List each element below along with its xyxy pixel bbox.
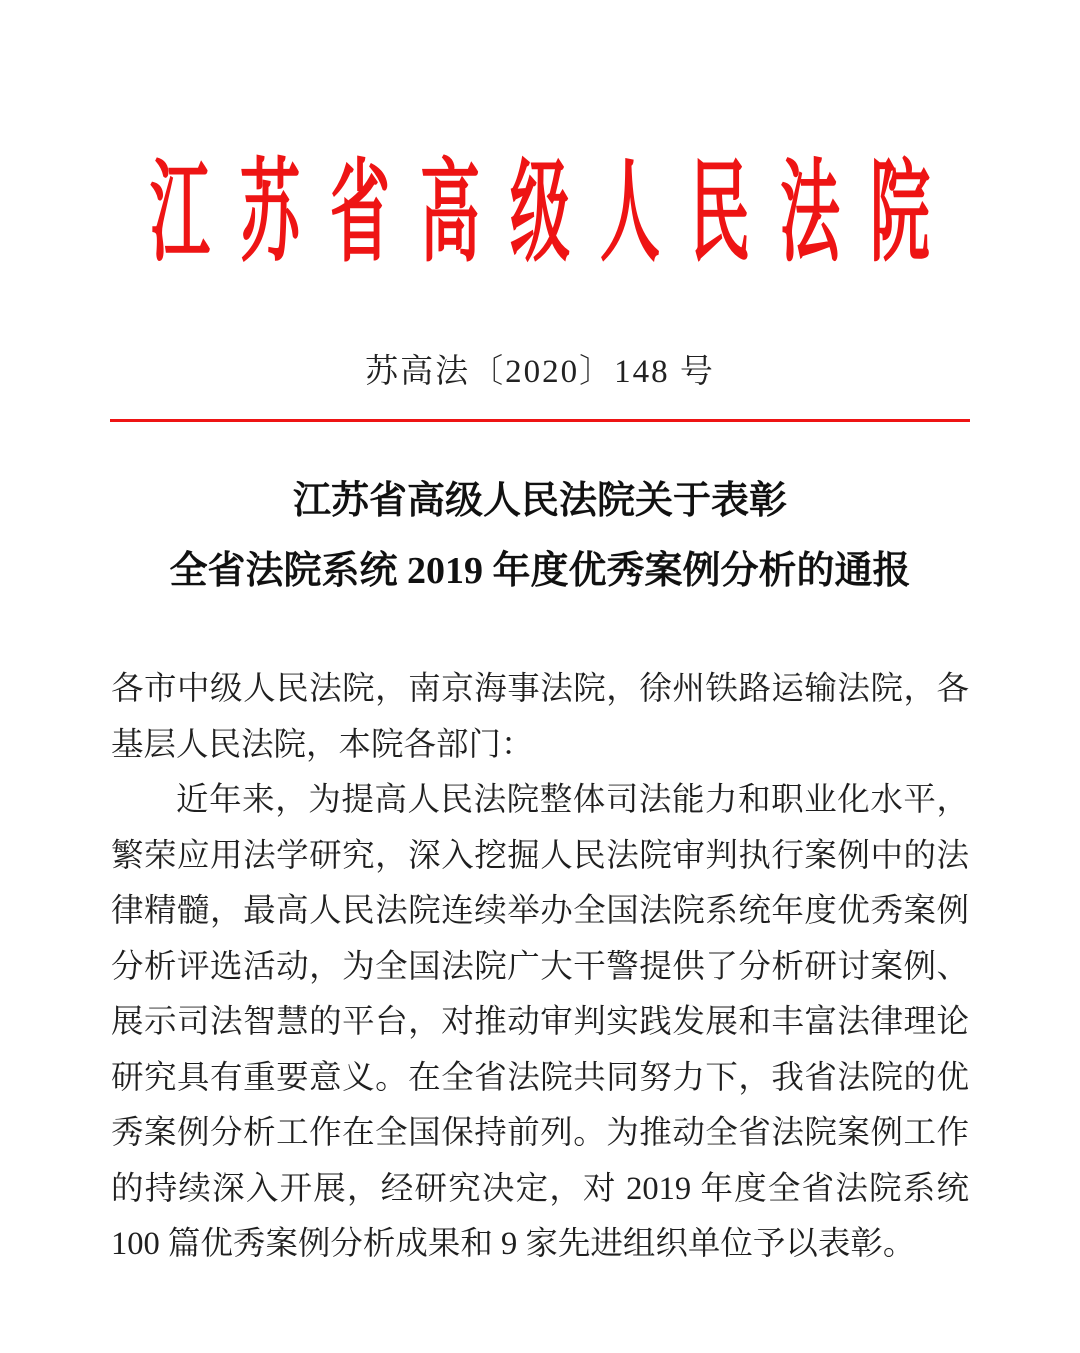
document-page	[0, 138, 1080, 1353]
document-title	[0, 466, 1080, 606]
letterhead-title: 江苏省高级人民法院	[150, 152, 960, 275]
document-number: 苏高法〔2020〕148 号	[365, 354, 715, 390]
document-body	[111, 662, 969, 1273]
document-title-line-2: 全省法院系统 2019 年度优秀案例分析的通报	[169, 550, 911, 592]
letterhead	[0, 138, 1080, 275]
red-divider-line	[110, 419, 970, 422]
main-paragraph: 近年来，为提高人民法院整体司法能力和职业化水平，繁荣应用法学研究，深入挖掘人民法院审判执行案例中的法律精髓，最高人民法院连续举办全国法院系统年度优秀案例分析评选活动，为全国法院广大干警提供了分析研讨案例、展示司法智慧的平台，对推动审判实践发展和丰富法律理论研究具有重要意义。在全省法院共同努力下，我省法院的优秀案例分析工作在全国保持前列。为推动全省法院案例工作的持续深入开展，经研究决定，对 2019 年度全省法院系统 100 篇优秀案例分析成果和 9 家先进组织单位予以表彰。	[111, 782, 969, 1262]
document-title-line-1: 江苏省高级人民法院关于表彰	[292, 480, 787, 522]
salutation-paragraph: 各市中级人民法院，南京海事法院，徐州铁路运输法院，各基层人民法院，本院各部门：	[111, 671, 969, 763]
